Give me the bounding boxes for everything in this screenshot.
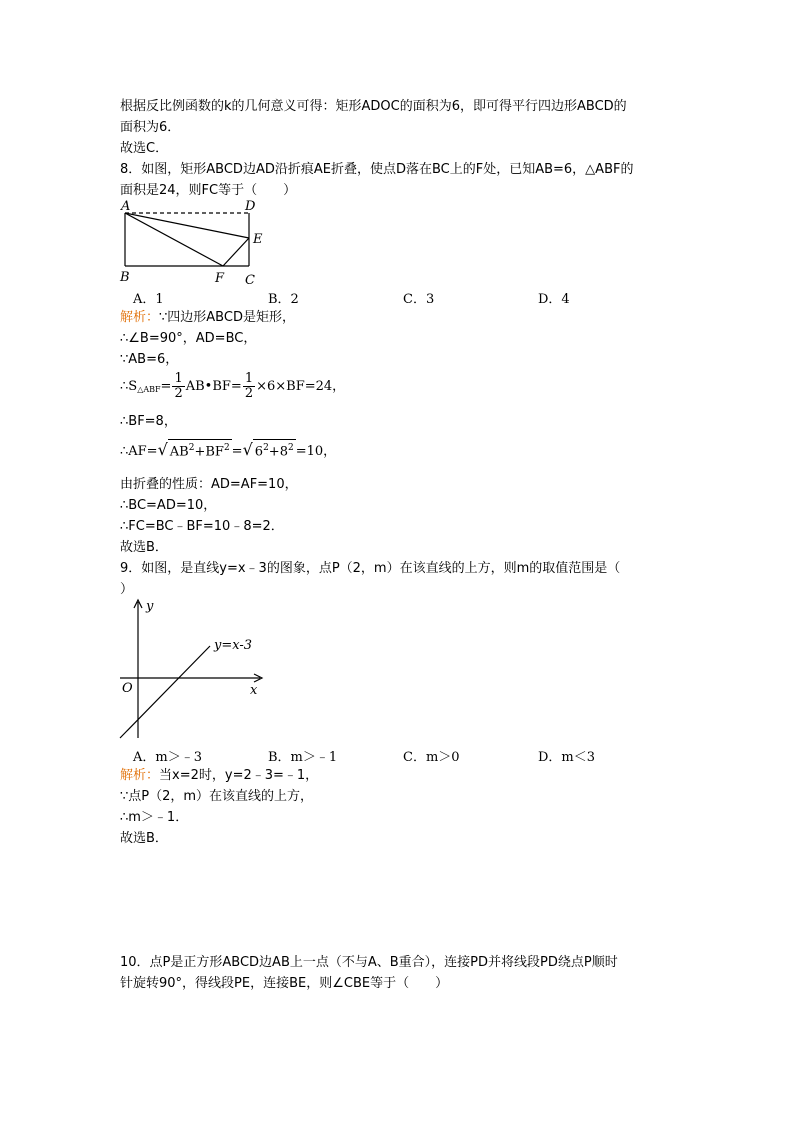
q8-solution-line-2: ∴∠B=90°，AD=BC， (120, 331, 257, 346)
label-c: C (245, 273, 255, 288)
q9-solution-line-3: ∴m＞﹣1． (120, 810, 189, 825)
q8-frac1-denominator: 2 (174, 386, 183, 401)
q8-s-subscript: △ABF (137, 385, 161, 394)
q8-sqrt1-sq2: 2 (223, 442, 230, 453)
q9-solution-label: 解析： (120, 768, 160, 783)
q8-option-d: D．4 (538, 292, 570, 307)
q8-solution-text-1: ∵四边形ABCD是矩形， (159, 310, 295, 325)
q8-s-mid: AB•BF= (185, 379, 242, 394)
q8-af-prefix: ∴AF= (120, 444, 158, 459)
q9-option-a: A．m＞﹣3 (133, 750, 202, 765)
q8-sqrt1-bf: +BF (194, 444, 224, 459)
q9-solution-text-1: 当x=2时，y=2﹣3=﹣1， (159, 768, 319, 783)
q8-half-fraction-1 (172, 372, 184, 401)
q8-sqrt-6-8 (253, 439, 296, 460)
q9-stem-line-2: ） (120, 582, 134, 597)
q9-option-d: D．m＜3 (538, 750, 596, 765)
q9-solution-line-1 (120, 766, 318, 786)
q9-solution-line-2: ∵点P（2，m）在该直线的上方， (120, 789, 314, 804)
q8-sqrt2-sq1: 2 (263, 442, 269, 453)
prev-solution-answer: 故选C． (120, 141, 169, 156)
q8-af-tail: =10， (295, 444, 337, 459)
q8-s-equals: = (160, 379, 172, 394)
q8-stem-line-1: 8．如图，矩形ABCD边AD沿折痕AE折叠，使点D落在BC上的F处，已知AB=6，△ABF的 (120, 162, 634, 177)
q8-frac1-numerator: 1 (174, 371, 183, 386)
fold-ae (125, 213, 249, 238)
prev-solution-line-2: 面积为6． (120, 120, 181, 135)
segment-fe (223, 238, 249, 266)
q8-solution-line-5: ∴BF=8， (120, 414, 177, 429)
label-o: O (122, 681, 133, 696)
q8-frac2-denominator: 2 (244, 386, 254, 401)
q8-s-prefix: ∴S (120, 379, 138, 394)
label-x: x (250, 683, 258, 698)
q8-frac2-numerator: 1 (244, 371, 254, 386)
prev-solution-line-1: 根据反比例函数的k的几何意义可得：矩形ADOC的面积为6，即可得平行四边形ABCD的 (120, 99, 627, 114)
q8-solution-line-9: ∴FC=BC﹣BF=10﹣8=2． (120, 519, 284, 534)
q10-stem-line-1: 10．点P是正方形ABCD边AB上一点（不与A、B重合），连接PD并将线段PD绕点P顺时 (120, 955, 618, 970)
q9-solution-answer: 故选B． (120, 831, 168, 846)
q8-solution-line-7: 由折叠的性质：AD=AF=10， (120, 477, 298, 492)
q8-solution-answer: 故选B． (120, 540, 168, 555)
q8-sqrt1-ab: AB (169, 444, 189, 459)
q8-solution-line-4 (120, 370, 345, 407)
segment-af (125, 213, 223, 266)
q8-sqrt-ab-bf (168, 439, 232, 460)
q8-solution-line-6: ∴AF=√ $AB^2+BF^2$ =√ $6^2+8^2 =10$， (120, 440, 337, 459)
q9-option-c: C．m＞0 (403, 750, 460, 765)
q8-sqrt2-8: +8 (268, 444, 288, 459)
q8-solution-line-8: ∴BC=AD=10， (120, 498, 217, 513)
q8-half-fraction-2 (243, 372, 255, 401)
label-e: E (253, 232, 263, 247)
q9-option-b: B．m＞﹣1 (268, 750, 338, 765)
q8-s-tail: ×6×BF=24， (256, 379, 346, 394)
q8-figure-rectangle-fold (115, 198, 275, 290)
q8-solution-line-1 (120, 308, 295, 328)
q10-stem-line-2: 针旋转90°，得线段PE，连接BE，则∠CBE等于（ ） (120, 976, 449, 991)
q8-stem-line-2: 面积是24，则FC等于（ ） (120, 183, 297, 198)
q8-option-b: B．2 (268, 292, 299, 307)
q9-stem-line-1: 9．如图，是直线y=x﹣3的图象，点P（2，m）在该直线的上方，则m的取值范围是（ (120, 561, 621, 576)
label-f: F (215, 271, 225, 286)
q8-sqrt2-6: 6 (254, 444, 264, 459)
q8-option-a: A．1 (133, 292, 164, 307)
q9-figure-line-graph (112, 596, 272, 746)
q8-af-equals: = (231, 444, 243, 459)
q8-option-c: C．3 (403, 292, 435, 307)
graph-line (120, 646, 210, 738)
label-d: D (245, 199, 256, 214)
label-a: A (121, 199, 131, 214)
label-y: y (146, 599, 154, 614)
q8-solution-label: 解析： (120, 310, 160, 325)
label-b: B (120, 270, 130, 285)
q8-solution-line-3: ∵AB=6， (120, 352, 179, 367)
q8-sqrt2-sq2: 2 (287, 442, 294, 453)
label-line-equation: y=x-3 (214, 638, 253, 653)
q8-sqrt1-sq1: 2 (188, 442, 195, 453)
